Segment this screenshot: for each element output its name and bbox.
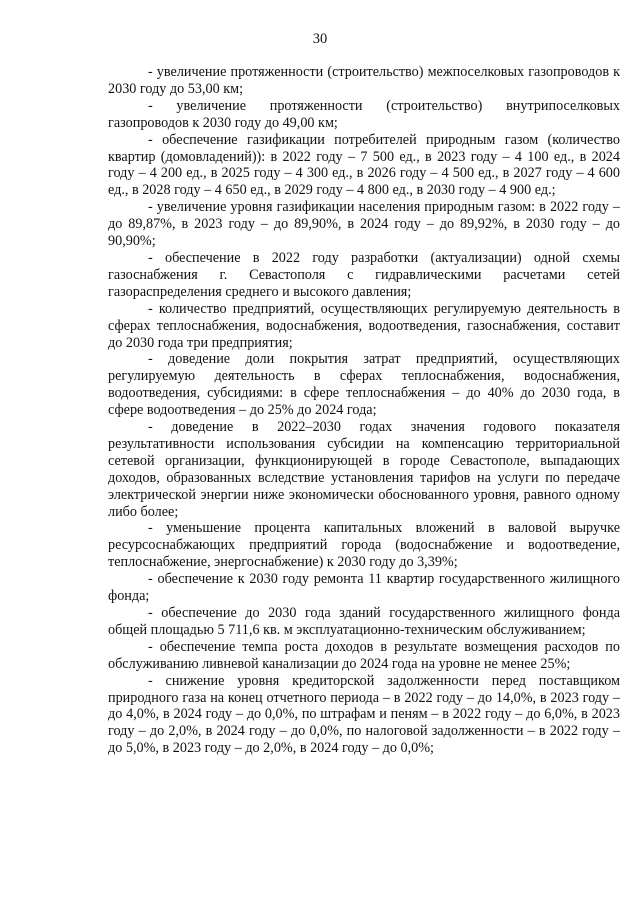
list-item: - обеспечение темпа роста доходов в результате возмещения расходов по обслуживанию ливневой канализации до 2024 года на уровне не менее 25%; [108,638,620,672]
list-item: - уменьшение процента капитальных вложений в валовой выручке ресурсоснабжающих предприятий города (водоснабжение и водоотведение, теплоснабжение, энергоснабжение) к 2030 году до 3,39%; [108,520,620,571]
list-item: - обеспечение к 2030 году ремонта 11 квартир государственного жилищного фонда; [108,571,620,605]
list-item: - количество предприятий, осуществляющих регулируемую деятельность в сферах теплоснабжения, водоснабжения, водоотведения, газоснабжения, составит до 2030 года три предприятия; [108,300,620,351]
page-number: 30 [312,31,328,47]
document-body [108,64,620,757]
list-item: - увеличение протяженности (строительство) межпоселковых газопроводов к 2030 году до 53,00 км; [108,64,620,97]
list-item: - увеличение уровня газификации населения природным газом: в 2022 году – до 89,87%, в 2023 году – до 89,90%, в 2024 году – до 89,92%, в 2030 году – до 90,90%; [108,199,620,250]
list-item: - увеличение протяженности (строительство) внутрипоселковых газопроводов к 2030 году до 49,00 км; [108,97,620,131]
list-item: - обеспечение в 2022 году разработки (актуализации) одной схемы газоснабжения г. Севастополя с гидравлическими расчетами сетей газораспределения среднего и высокого давления; [108,249,620,300]
list-item: - доведение доли покрытия затрат предприятий, осуществляющих регулируемую деятельность в сферах теплоснабжения, водоснабжения, водоотведения, субсидиями: в сфере теплоснабжения – до 40% до 2030 года, в сфере водоотведения – до 25% до 2024 года; [108,351,620,419]
list-item: - снижение уровня кредиторской задолженности перед поставщиком природного газа на конец отчетного периода – в 2022 году – до 14,0%, в 2023 году – до 4,0%, в 2024 году – до 0,0%, по штрафам и пеням – в 2022 году – до 6,0%, в 2023 году – до 2,0%, в 2024 году – до 0,0%, по налоговой задолженности – в 2022 году – до 5,0%, в 2023 году – до 2,0%, в 2024 году – до 0,0%; [108,672,620,757]
list-item: - обеспечение газификации потребителей природным газом (количество квартир (домовладений)): в 2022 году – 7 500 ед., в 2023 году – 4 100 ед., в 2024 году – 4 200 ед., в 2025 году – 4 300 ед., в 2026 году – 4 500 ед., в 2027 году – 4 600 ед., в 2028 году – 4 650 ед., в 2029 году – 4 800 ед., в 2030 году – 4 900 ед.; [108,131,620,199]
list-item: - доведение в 2022–2030 годах значения годового показателя результативности использования субсидии на компенсацию территориальной сетевой организации, функционирующей в городе Севастополе, выпадающих доходов, образованных вследствие установления тарифов на услуги по передаче электрической энергии ниже экономически обоснованного уровня, равного одному либо более; [108,419,620,520]
list-item: - обеспечение до 2030 года зданий государственного жилищного фонда общей площадью 5 711,6 кв. м эксплуатационно-техническим обслуживанием; [108,605,620,638]
